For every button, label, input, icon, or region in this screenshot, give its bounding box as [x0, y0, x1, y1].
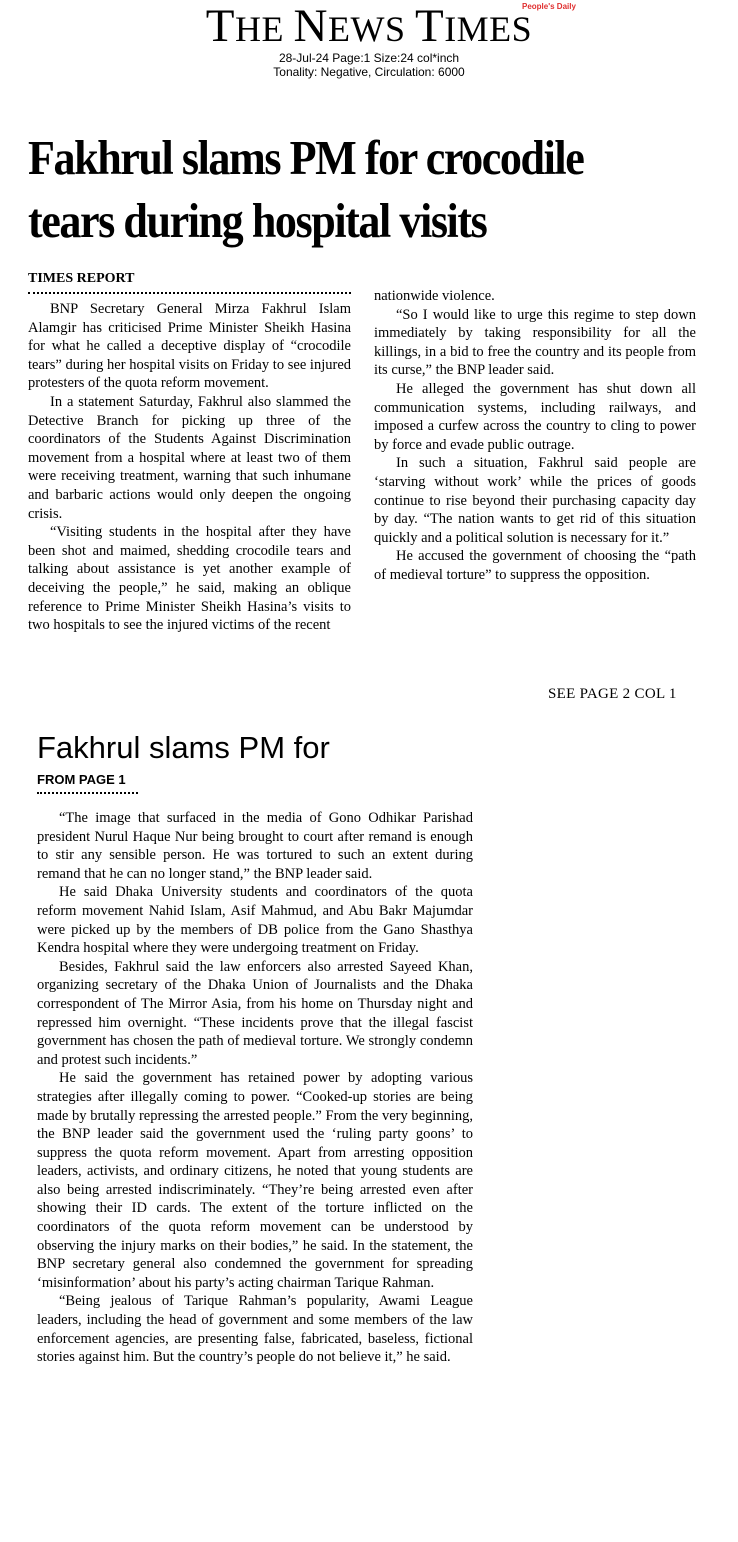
article-paragraph: He accused the government of choosing the “path of medieval torture” to suppress the opposition.	[374, 548, 696, 583]
continuation-paragraph: He said Dhaka University students and coordinators of the quota reform movement Nahid Islam, Asif Mahmud, and Abu Bakr Majumdar were picked up by the members of DB police from the Gano Shasthya Kendra hospital where they were undergoing treatment on Friday.	[37, 884, 473, 957]
article-paragraph: BNP Secretary General Mirza Fakhrul Islam Alamgir has criticised Prime Minister Sheikh Hasina for what he called a deceptive display of “crocodile tears” during her hospital visits on Friday to see injured protesters of the quota reform movement.	[28, 301, 351, 392]
from-page-label: FROM PAGE 1	[37, 772, 126, 787]
continuation-column	[37, 809, 473, 1367]
article-paragraph: nationwide violence.	[374, 288, 495, 304]
continuation-headline: Fakhrul slams PM for	[37, 730, 330, 765]
newspaper-tagline: People's Daily	[522, 2, 576, 11]
continuation-paragraph: Besides, Fakhrul said the law enforcers also arrested Sayeed Khan, organizing secretary of the Dhaka Union of Journalists and the Dhaka correspondent of The Mirror Asia, from his home on Thursday night and repressed him overnight. “These incidents prove that the illegal fascist government has chosen the path of medieval torture. We strongly condemn and protest such incidents.”	[37, 958, 473, 1068]
article-headline	[28, 126, 649, 252]
article-paragraph: In such a situation, Fakhrul said people are ‘starving without work’ while the prices of goods continue to rise beyond their purchasing capacity day by day. “The nation wants to get rid of this situation quickly and a political solution is necessary for it.”	[374, 455, 696, 546]
article-column-right	[374, 287, 696, 585]
continuation-paragraph: He said the government has retained power by adopting various strategies after illegally coming to power. “Cooked-up stories are being made by brutally repressing the arrested people.” From the very beginning, the BNP leader said the government used the ‘ruling party goons’ to suppress the quota reform movement. Apart from arresting opposition leaders, activists, and ordinary citizens, he noted that young students are also being arrested indiscriminately. “They’re being arrested even after showing their ID cards. The extent of the torture inflicted on the coordinators of the quota reform movement can be understood by observing the injury marks on their bodies,” he said. In the statement, the BNP secretary general also condemned the government for spreading ‘misinformation’ about his party’s acting chairman Tarique Rahman.	[37, 1070, 473, 1291]
headline-line-2: tears during hospital visits	[28, 193, 487, 248]
article-paragraph: He alleged the government has shut down all communication systems, including railways, and imposed a curfew across the country to cling to power by force and evade public outrage.	[374, 380, 696, 453]
from-page-dotted-rule	[37, 792, 138, 794]
continuation-paragraph: “The image that surfaced in the media of Gono Odhikar Parishad president Nurul Haque Nur being brought to court after remand is enough to stir any sensible person. He was tortured to such an extent during remand that he can no longer stand,” the BNP leader said.	[37, 810, 473, 882]
article-paragraph: “Visiting students in the hospital after they have been shot and maimed, shedding crocodile tears and talking about assistance is yet another example of deceiving the people,” he said, making an oblique reference to Prime Minister Sheikh Hasina’s visits to two hospitals to see the injured victims of the recent	[28, 524, 351, 634]
masthead	[0, 0, 738, 110]
article-paragraph: “So I would like to urge this regime to step down immediately by taking responsibility for all the killings, in a bid to free the country and its people from its curse,” the BNP leader said.	[374, 306, 696, 379]
article-paragraph: In a statement Saturday, Fakhrul also slammed the Detective Branch for picking up three of the coordinators of the Students Against Discrimination movement from a hospital where at least two of them were receiving treatment, warning that such inhumane and barbaric actions would only deepen the ongoing crisis.	[28, 393, 351, 522]
byline-dotted-rule	[28, 292, 351, 294]
clipping-meta-date-size: 28-Jul-24 Page:1 Size:24 col*inch	[278, 51, 460, 65]
headline-line-1: Fakhrul slams PM for crocodile	[28, 130, 584, 185]
newspaper-name: THE NEWS TIMES	[205, 0, 533, 52]
article-column-left	[28, 300, 351, 635]
clipping-meta-tonality: Tonality: Negative, Circulation: 6000	[273, 65, 465, 79]
byline: TIMES REPORT	[28, 271, 135, 286]
continuation-paragraph: “Being jealous of Tarique Rahman’s popularity, Awami League leaders, including the head of government and some members of the law enforcement agencies, are presenting false, fabricated, baseless, fictional stories against him. But the country’s people do not believe it,” he said.	[37, 1293, 473, 1366]
jump-line: SEE PAGE 2 COL 1	[548, 686, 677, 702]
